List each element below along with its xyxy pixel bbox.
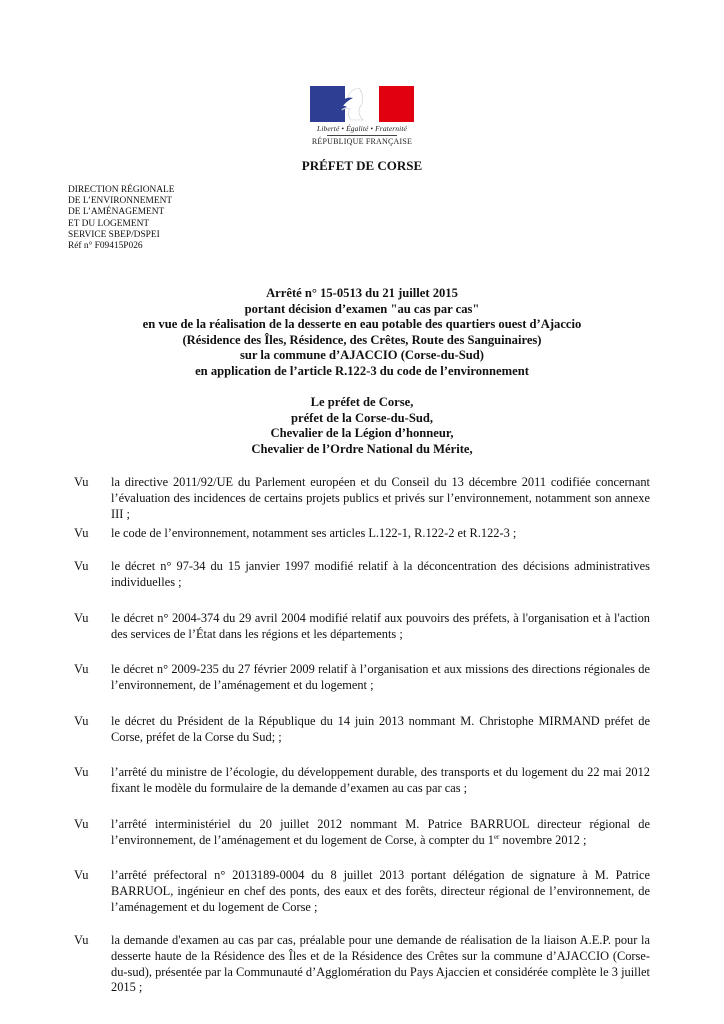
prefet-title: PRÉFET DE CORSE (301, 158, 423, 173)
visa-text-part: novembre 2012 ; (499, 832, 587, 847)
visa-text: le décret n° 2004-374 du 29 avril 2004 modifié relatif aux pouvoirs des préfets, à l'organisation et à l'action des services de l’État dans les régions et les départements ; (111, 611, 650, 641)
visa-label: Vu (74, 765, 89, 779)
marianne-flag-icon (310, 86, 414, 122)
logo-divider (327, 135, 397, 136)
title-line: portant décision d’examen "au cas par cas" (244, 301, 480, 316)
visa-text (111, 817, 650, 849)
service-line: ET DU LOGEMENT (68, 218, 150, 229)
prefet-intro (0, 395, 724, 457)
service-line: DE L’AMÉNAGEMENT (68, 207, 165, 218)
visa-item (74, 714, 650, 746)
prefet-line: Chevalier de l’Ordre National du Mérite, (251, 441, 473, 456)
ordinal-suffix: er (493, 832, 500, 841)
visa-label: Vu (74, 559, 89, 573)
visa-label: Vu (74, 526, 89, 540)
title-line: en vue de la réalisation de la desserte en eau potable des quartiers ouest d’Ajaccio (142, 317, 582, 332)
service-line: Réf n° F09415P026 (68, 241, 143, 252)
title-line: en application de l’article R.122-3 du code de l’environnement (195, 363, 529, 378)
title-line: sur la commune d’AJACCIO (Corse-du-Sud) (240, 348, 484, 363)
visa-label: Vu (74, 611, 89, 625)
visa-label: Vu (74, 933, 89, 947)
marianne-profile-icon (329, 86, 369, 122)
republique-francaise-label: RÉPUBLIQUE FRANÇAISE (311, 137, 413, 146)
visa-label: Vu (74, 475, 89, 489)
title-line: Arrêté n° 15-0513 du 21 juillet 2015 (266, 286, 458, 300)
arrete-title (0, 286, 724, 380)
service-line: DIRECTION RÉGIONALE (68, 185, 175, 195)
visa-label: Vu (74, 868, 89, 882)
visa-text: l’arrêté du ministre de l’écologie, du développement durable, des transports et du logement du 22 mai 2012 fixant le modèle du formulaire de la demande d’examen au cas par cas ; (111, 765, 650, 795)
visa-item (74, 662, 650, 694)
republic-motto: Liberté • Égalité • Fraternité (317, 124, 407, 133)
service-address-block (68, 185, 175, 252)
visa-item (74, 817, 650, 849)
visa-item (74, 475, 650, 522)
visa-item (74, 611, 650, 643)
visa-text-part: l’arrêté interministériel du 20 juillet 2012 nommant M. Patrice BARRUOL directeur régional de l’environnement, de l’aménagement et du logement de Corse, à compter du 1 (111, 817, 650, 847)
visa-text: l’arrêté préfectoral n° 2013189-0004 du 8 juillet 2013 portant délégation de signature à M. Patrice BARRUOL, ingénieur en chef des ponts, des eaux et des forêts, directeur régional de l’environnement, de l’aménagement et du logement de Corse ; (111, 868, 650, 914)
visa-text: le décret n° 2009-235 du 27 février 2009 relatif à l’organisation et aux missions des directions régionales de l’environnement, de l’aménagement et du logement ; (111, 662, 650, 692)
visa-label: Vu (74, 817, 89, 831)
visa-item (74, 868, 650, 915)
visa-text: la demande d'examen au cas par cas, préalable pour une demande de réalisation de la liaison A.E.P. pour la desserte haute de la Résidence des Îles et de la Résidence des Crêtes sur la commune d’AJACCIO (Corse-du-sud), présentée par la Communauté d’Agglomération du Pays Ajaccien et considérée complète le 3 juillet 2015 ; (111, 933, 650, 995)
service-line: DE L’ENVIRONNEMENT (68, 196, 173, 207)
visa-item (74, 559, 650, 591)
prefet-line: Le préfet de Corse, (310, 395, 414, 409)
title-line: (Résidence des Îles, Résidence, des Crêtes, Route des Sanguinaires) (182, 332, 542, 347)
visa-text: le code de l’environnement, notamment ses articles L.122-1, R.122-2 et R.122-3 ; (111, 526, 517, 540)
visa-item (74, 933, 650, 996)
visa-label: Vu (74, 714, 89, 728)
visa-text: le décret n° 97-34 du 15 janvier 1997 modifié relatif à la déconcentration des décisions administratives individuelles ; (111, 559, 650, 589)
visa-text: la directive 2011/92/UE du Parlement européen et du Conseil du 13 décembre 2011 codifiée concernant l’évaluation des incidences de certains projets publics et privés sur l’environnement, notamment son annexe III ; (111, 475, 650, 521)
visa-text: le décret du Président de la République du 14 juin 2013 nommant M. Christophe MIRMAND préfet de Corse, préfet de la Corse du Sud; ; (111, 714, 650, 744)
prefet-line: Chevalier de la Légion d’honneur, (270, 426, 454, 441)
republique-francaise-logo (309, 86, 415, 146)
service-line: SERVICE SBEP/DSPEI (68, 229, 160, 240)
prefet-line: préfet de la Corse-du-Sud, (290, 410, 434, 425)
visa-item (74, 526, 650, 542)
visa-item (74, 765, 650, 797)
visa-label: Vu (74, 662, 89, 676)
